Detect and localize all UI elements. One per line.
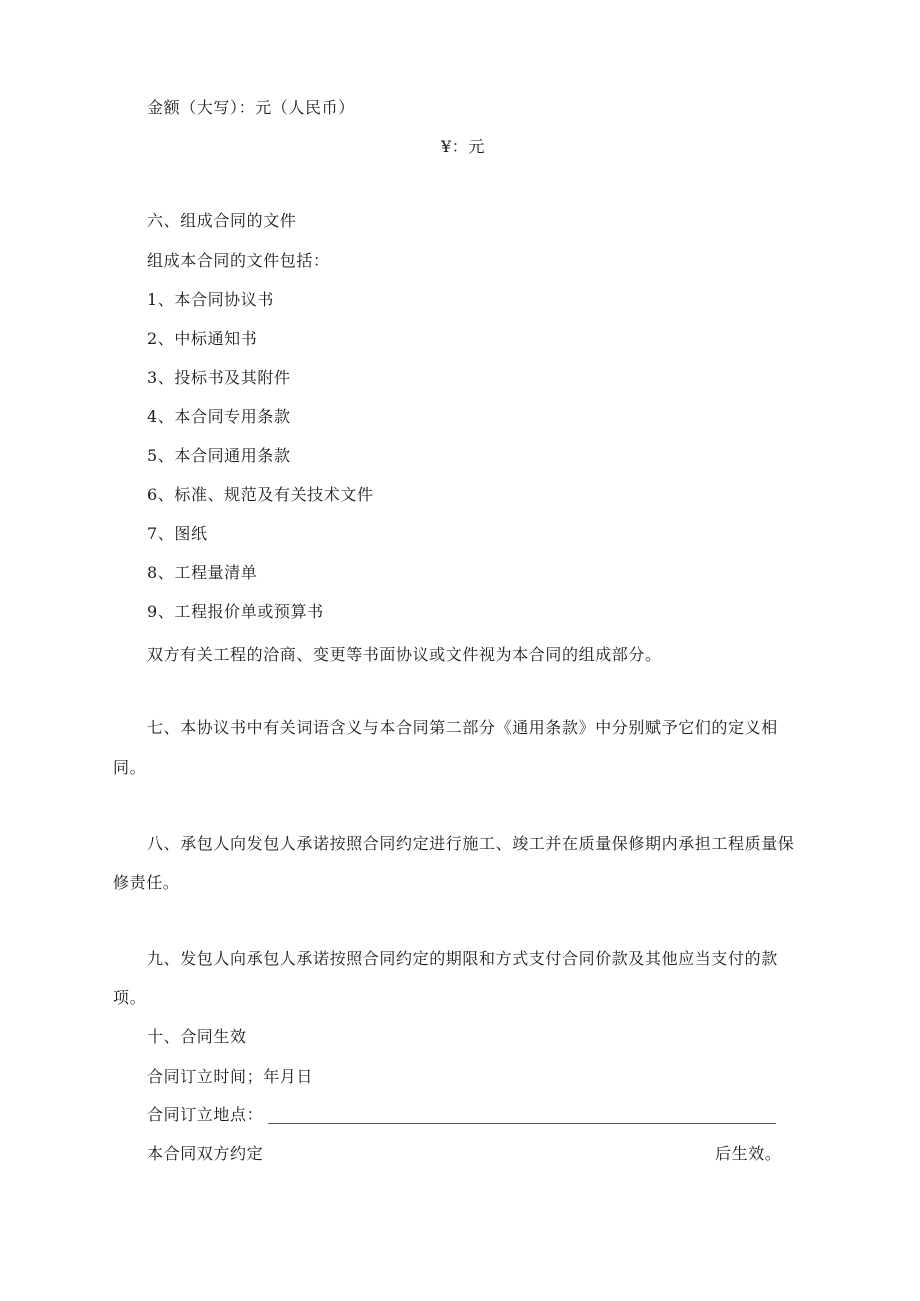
list-item: 1、本合同协议书 bbox=[147, 290, 274, 309]
signing-place-blank-line bbox=[268, 1123, 776, 1124]
section7-line2: 同。 bbox=[113, 758, 147, 777]
list-item: 3、投标书及其附件 bbox=[147, 368, 291, 387]
section9-line2: 项。 bbox=[113, 988, 147, 1007]
amount-uppercase: 金额（大写）：元（人民币） bbox=[147, 98, 355, 117]
list-item: 6、标准、规范及有关技术文件 bbox=[147, 485, 374, 504]
effect-clause-prefix: 本合同双方约定 bbox=[147, 1144, 264, 1163]
list-item: 7、图纸 bbox=[147, 524, 208, 543]
section10-title: 十、合同生效 bbox=[147, 1027, 247, 1046]
list-item: 4、本合同专用条款 bbox=[147, 407, 291, 426]
contract-signing-place-label: 合同订立地点： bbox=[147, 1105, 264, 1124]
list-item: 2、中标通知书 bbox=[147, 329, 258, 348]
section6-note: 双方有关工程的洽商、变更等书面协议或文件视为本合同的组成部分。 bbox=[147, 645, 662, 664]
amount-yen: ¥：元 bbox=[441, 137, 485, 156]
section7-line1: 七、本协议书中有关词语含义与本合同第二部分《通用条款》中分别赋予它们的定义相 bbox=[147, 718, 778, 737]
list-item: 9、工程报价单或预算书 bbox=[147, 602, 324, 621]
contract-signing-time: 合同订立时间；年月日 bbox=[147, 1067, 314, 1086]
section9-line1: 九、发包人向承包人承诺按照合同约定的期限和方式支付合同价款及其他应当支付的款 bbox=[147, 949, 778, 968]
section8-line1: 八、承包人向发包人承诺按照合同约定进行施工、竣工并在质量保修期内承担工程质量保 bbox=[147, 834, 795, 853]
list-item: 8、工程量清单 bbox=[147, 563, 258, 582]
section6-title: 六、组成合同的文件 bbox=[147, 211, 297, 230]
section6-intro: 组成本合同的文件包括： bbox=[147, 251, 330, 270]
effect-clause-suffix: 后生效。 bbox=[715, 1144, 782, 1163]
contract-documents-list bbox=[147, 290, 374, 641]
list-item: 5、本合同通用条款 bbox=[147, 446, 291, 465]
section8-line2: 修责任。 bbox=[113, 873, 180, 892]
